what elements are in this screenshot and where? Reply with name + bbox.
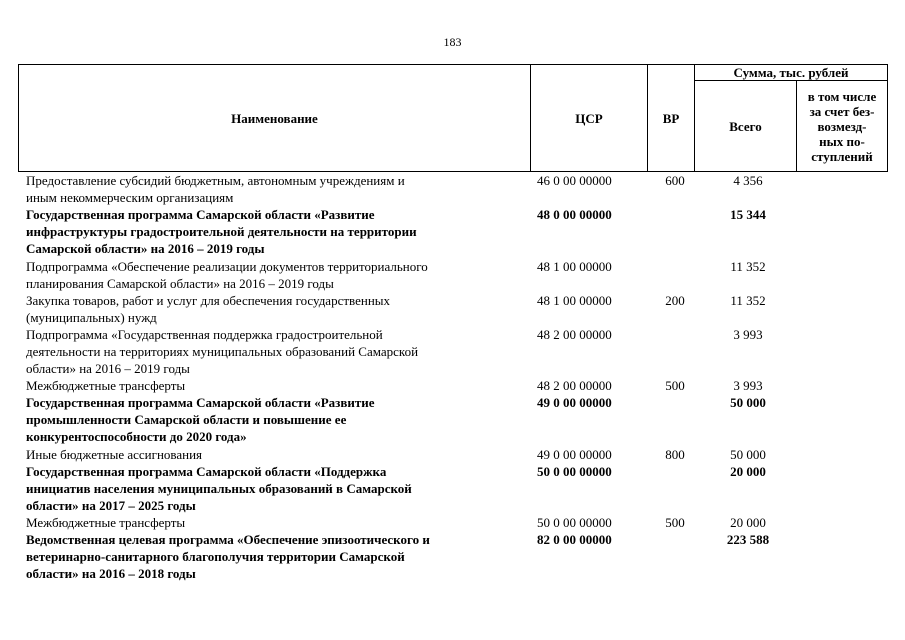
row-name-line: Межбюджетные трансферты (26, 378, 186, 394)
row-sum: 20 000 (730, 515, 766, 530)
row-name-line: Подпрограмма «Государственная поддержка градостроительной (26, 326, 383, 342)
row-name (26, 258, 516, 292)
row-name (26, 514, 516, 531)
row-name (26, 446, 516, 463)
table-header (18, 64, 888, 172)
row-sum: 20 000 (730, 463, 766, 479)
row-name-line: Государственная программа Самарской области «Поддержка (26, 463, 387, 479)
row-name-line: Государственная программа Самарской области «Развитие (26, 207, 375, 223)
row-csr: 48 2 00 00000 (537, 326, 612, 342)
row-vr: 500 (665, 378, 685, 394)
table-row (0, 514, 905, 531)
row-sum: 50 000 (730, 446, 766, 462)
row-sum: 15 344 (730, 207, 766, 223)
row-csr: 50 0 00 00000 (537, 515, 612, 530)
row-name-line: Закупка товаров, работ и услуг для обеспечения государственных (26, 292, 391, 308)
table-row (0, 292, 905, 326)
table-row (0, 463, 905, 514)
header-free-line: возмезд- (817, 118, 867, 134)
row-sum: 11 352 (730, 292, 766, 308)
row-name-line: планирования Самарской области» на 2016 – 2019 годы (26, 275, 334, 291)
row-vr: 600 (665, 173, 685, 188)
row-csr: 50 0 00 00000 (537, 463, 612, 479)
row-sum: 3 993 (733, 326, 763, 342)
table-row (0, 531, 905, 582)
row-name-line: Предоставление субсидий бюджетным, автономным учреждениям и (26, 173, 405, 188)
table-row (0, 258, 905, 292)
row-sum: 11 352 (730, 258, 766, 274)
row-name-line: области» на 2017 – 2025 годы (26, 497, 196, 513)
header-free-line: в том числе (807, 88, 877, 104)
row-csr: 82 0 00 00000 (537, 532, 612, 548)
row-name-line: Межбюджетные трансферты (26, 515, 186, 530)
row-csr: 48 2 00 00000 (537, 378, 612, 394)
page-number: 183 (443, 35, 462, 49)
row-name-line: промышленности Самарской области и повышение ее (26, 412, 347, 428)
row-name-line: (муниципальных) нужд (26, 309, 157, 325)
row-name-line: инициатив населения муниципальных образований в Самарской (26, 480, 412, 496)
row-name-line: Государственная программа Самарской области «Развитие (26, 395, 375, 411)
header-free-line: за счет без- (809, 103, 875, 119)
table-row (0, 446, 905, 463)
row-name-line: области» на 2016 – 2019 годы (26, 360, 190, 376)
row-name (26, 377, 516, 394)
row-vr: 200 (665, 292, 685, 308)
row-name-line: инфраструктуры градостроительной деятельности на территории (26, 224, 417, 240)
table-row (0, 394, 905, 445)
row-name-line: Самарской области» на 2016 – 2019 годы (26, 241, 265, 257)
row-csr: 48 1 00 00000 (537, 258, 612, 274)
row-sum: 50 000 (730, 395, 766, 411)
row-name-line: Иные бюджетные ассигнования (26, 446, 203, 462)
row-sum: 223 588 (726, 532, 770, 548)
row-name-line: конкурентоспособности до 2020 года» (26, 429, 247, 445)
row-name (26, 206, 516, 257)
row-vr: 800 (665, 446, 685, 462)
table-row (0, 326, 905, 377)
header-free-receipts (797, 81, 887, 171)
row-sum: 4 356 (733, 173, 763, 188)
row-name (26, 531, 516, 582)
row-name-line: иным некоммерческим организациям (26, 190, 234, 205)
row-name-line: Ведомственная целевая программа «Обеспечение эпизоотического и (26, 532, 430, 548)
table-row (0, 377, 905, 394)
row-sum: 3 993 (733, 378, 763, 394)
row-csr: 48 0 00 00000 (537, 207, 612, 223)
row-name (26, 394, 516, 445)
table-row (0, 206, 905, 257)
header-name: Наименование (231, 110, 318, 126)
row-name-line: области» на 2016 – 2018 годы (26, 566, 196, 582)
header-vr: ВР (662, 110, 680, 126)
row-name (26, 326, 516, 377)
row-csr: 49 0 00 00000 (537, 395, 612, 411)
row-name (26, 172, 516, 206)
row-vr: 500 (665, 515, 685, 530)
header-total: Всего (729, 118, 762, 134)
row-name-line: ветеринарно-санитарного благополучия территории Самарской (26, 549, 405, 565)
header-csr: ЦСР (575, 110, 603, 126)
row-name (26, 463, 516, 514)
row-csr: 46 0 00 00000 (537, 173, 612, 188)
row-csr: 48 1 00 00000 (537, 292, 612, 308)
header-free-line: ных по- (819, 133, 865, 149)
header-free-line: ступлений (811, 148, 873, 164)
row-name (26, 292, 516, 326)
table-row (0, 172, 905, 206)
header-sum-group: Сумма, тыс. рублей (733, 65, 849, 80)
row-name-line: Подпрограмма «Обеспечение реализации документов территориального (26, 258, 428, 274)
row-name-line: деятельности на территориях муниципальных образований Самарской (26, 343, 419, 359)
header-right-rule (887, 64, 888, 172)
row-csr: 49 0 00 00000 (537, 446, 612, 462)
